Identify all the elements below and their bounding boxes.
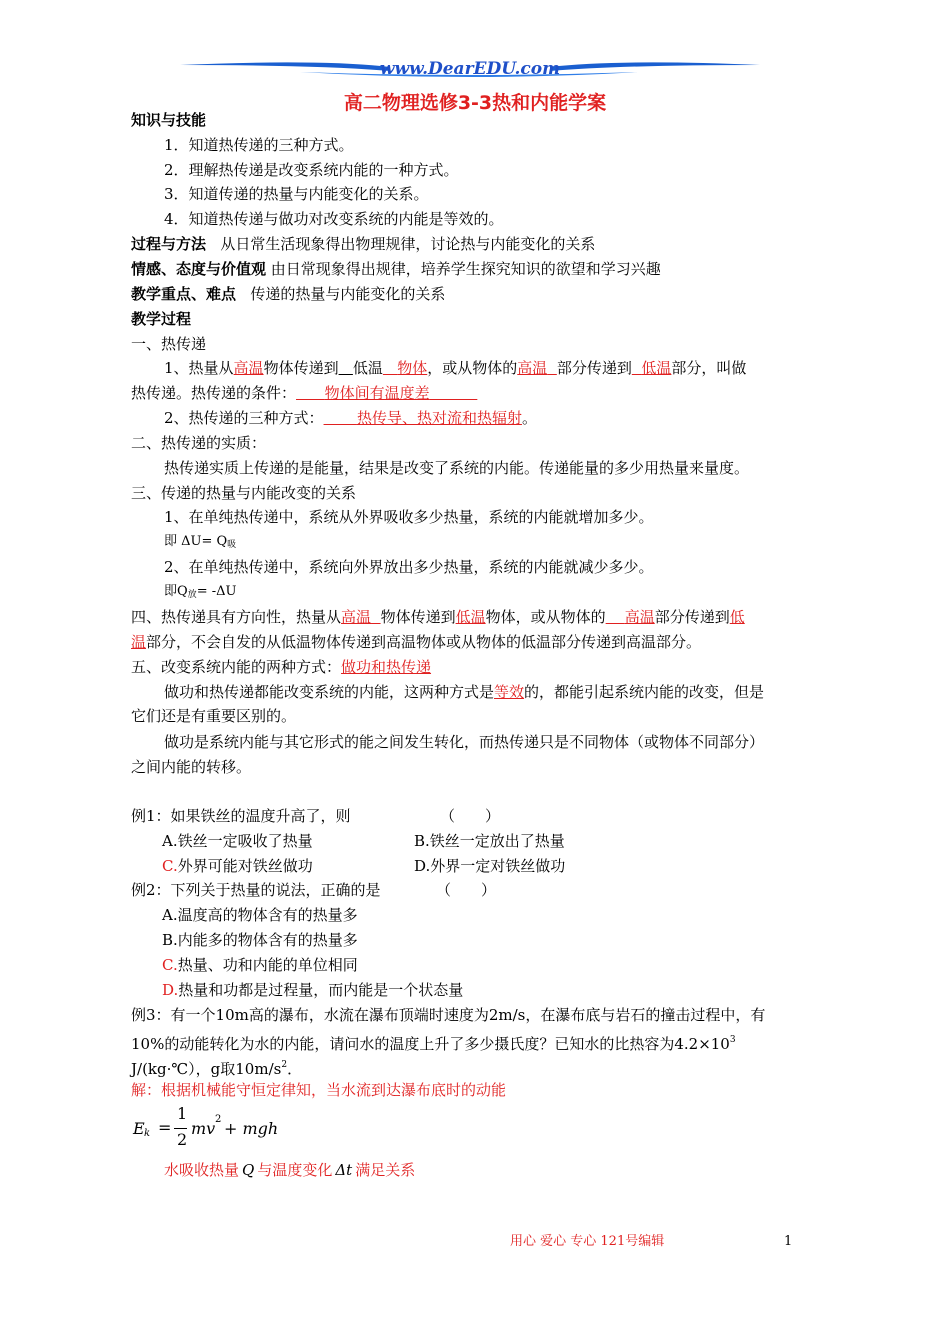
eq-equals: = [158,1118,172,1137]
eq-symbol: Q [242,1161,255,1179]
subscript: 放 [187,590,197,600]
eq-superscript: 2 [215,1114,222,1125]
text-span: 的，都能引起系统内能的改变，但是 [524,683,765,701]
section4-line2 [131,632,701,652]
answer-blank: 低 [729,608,745,626]
answer-letter: C. [162,956,178,974]
text-span: 部分传递到 [654,608,730,626]
knowledge-heading: 知识与技能 [131,111,207,129]
answer-blank: 高温 [624,608,655,626]
attitude-text: 由日常现象得出规律，培养学生探究知识的欲望和学习兴趣 [270,260,661,278]
text-span: J/(kg·℃），g取10m/s [131,1060,282,1078]
example2-paren: （ ） [436,881,497,899]
example2-option-b: B.内能多的物体含有的热量多 [162,931,358,949]
example1-paren: （ ） [440,807,501,825]
section3-line2: 2、在单纯热传递中，系统向外界放出多少热量，系统的内能就减少多少。 [164,558,654,576]
subscript: 吸 [227,540,237,550]
answer-blank: 热传导、热对流和热辐射 [356,409,522,427]
knowledge-item: 3．知道传递的热量与内能变化的关系。 [164,185,429,203]
formula-release [164,582,236,605]
text-span: 热量、功和内能的单位相同 [177,956,358,974]
section5-heading [131,657,431,677]
text-span: 热传递。热传递的条件： [131,384,297,402]
page-number: 1 [784,1234,793,1249]
process-heading: 过程与方法 [131,235,207,253]
section5-p2-line2: 之间内能的转移。 [131,758,252,776]
process-line [131,234,595,254]
section2-heading: 二、热传递的实质： [131,434,267,452]
section4-line1 [131,607,745,627]
page-title: 高二物理选修3-3热和内能学案 [343,92,607,114]
answer-blank: 做功和热传递 [341,658,432,676]
example3-line1: 例3：有一个10m高的瀑布，水流在瀑布顶端时速度为2m/s，在瀑布底与岩石的撞击过程中，有 [131,1006,766,1024]
fraction-bar [174,1128,187,1129]
example2-question: 例2：下列关于热量的说法，正确的是 [131,881,381,899]
solution-line2 [164,1160,415,1180]
eq-numerator: 1 [177,1104,188,1123]
text-span: 四、热传递具有方向性，热量从 [131,608,342,626]
answer-letter: C. [162,857,178,875]
eq-subscript: k [144,1128,151,1139]
text-span: 。 [521,409,537,427]
superscript: 3 [729,1035,736,1045]
superscript: 2 [281,1060,288,1070]
section5-p1-line2: 它们还是有重要区别的。 [131,707,297,725]
formula-absorb [164,532,236,555]
knowledge-item: 2．理解热传递是改变系统内能的一种方式。 [164,161,459,179]
section1-line1 [164,358,746,378]
answer-blank: 低温 [641,359,672,377]
header-banner [170,56,770,82]
example3-line2 [131,1030,736,1054]
eq-symbol: Δt [335,1161,353,1179]
attitude-line [131,259,661,279]
knowledge-item: 4．知道热传递与做功对改变系统的内能是等效的。 [164,210,504,228]
kinetic-energy-equation [131,1104,291,1154]
example1-option-c [162,856,313,876]
section5-p2-line1: 做功是系统内能与其它形式的能之间发生转化，而热传递只是不同物体（或物体不同部分） [164,733,765,751]
key-text: 传递的热量与内能变化的关系 [250,285,446,303]
answer-blank: 等效 [494,683,525,701]
text-span: 五、改变系统内能的两种方式： [131,658,342,676]
answer-blank: 低温 [455,608,486,626]
footer-slogan: 用心 爱心 专心 121号编辑 [510,1234,665,1249]
section3-heading: 三、传递的热量与内能改变的关系 [131,484,357,502]
example2-option-d [162,980,463,1000]
text-span: ，或从物体的 [427,359,518,377]
answer-blank: 物体间有温度差 [324,384,430,402]
eq-term: + mgh [224,1119,279,1138]
answer-blank: 高温 [233,359,264,377]
knowledge-item: 1．知道热传递的三种方式。 [164,136,354,154]
answer-blank: 高温 [341,608,372,626]
example3-line3 [131,1055,302,1079]
text-span: 即Q [164,584,188,599]
example1-question [131,806,351,826]
text-span: 水吸收热量 [164,1161,240,1179]
answer-letter: D. [162,981,179,999]
site-logo-text: www.DearEDU.com [379,59,561,79]
text-span: = -ΔU [196,584,237,599]
example1-option-d: D.外界一定对铁丝做功 [414,857,566,875]
text-span: 低温 [352,359,383,377]
text-span: 10%的动能转化为水的内能，请问水的温度上升了多少摄氏度？已知水的比热容为4.2×10 [131,1035,730,1053]
section1-line2 [131,383,477,403]
eq-denominator: 2 [177,1130,188,1149]
process-text: 从日常生活现象得出物理规律，讨论热与内能变化的关系 [220,235,596,253]
text-span: 部分，不会自发的从低温物体传递到高温物体或从物体的低温部分传递到高温部分。 [146,633,702,651]
text-span: 2、热传递的三种方式： [164,409,324,427]
section2-text: 热传递实质上传递的是能量，结果是改变了系统的内能。传递能量的多少用热量来量度。 [164,459,750,477]
text-span: 例1：如果铁丝的温度升高了，则 [131,807,351,825]
text-span: 做功和热传递都能改变系统的内能，这两种方式是 [164,683,495,701]
answer-blank: 物体 [397,359,428,377]
text-span: 物体传递到 [263,359,339,377]
eq-symbol: E [133,1119,145,1138]
text-span: 1、热量从 [164,359,234,377]
text-span: 即 ΔU= Q [164,534,228,549]
section1-line3 [164,408,537,428]
section3-line1: 1、在单纯热传递中，系统从外界吸收多少热量，系统的内能就增加多少。 [164,508,654,526]
answer-blank: 高温 [517,359,548,377]
text-span: 物体，或从物体的 [485,608,606,626]
example1-option-b: B.铁丝一定放出了热量 [414,832,565,850]
text-span: 热量和功都是过程量，而内能是一个状态量 [178,981,464,999]
solution-line: 解：根据机械能守恒定律知，当水流到达瀑布底时的动能 [131,1081,507,1099]
text-span: 外界可能对铁丝做功 [177,857,313,875]
example2-option-c [162,955,358,975]
key-heading: 教学重点、难点 [131,285,237,303]
example1-option-a: A.铁丝一定吸收了热量 [162,832,313,850]
answer-blank: 温 [131,633,147,651]
attitude-heading: 情感、态度与价值观 [131,260,267,278]
text-span: 物体传递到 [380,608,456,626]
text-span: 部分传递到 [556,359,632,377]
section5-p1-line1 [164,682,764,702]
section1-heading: 一、热传递 [131,335,207,353]
text-span: 部分，叫做 [671,359,747,377]
text-span: 与温度变化 [257,1161,333,1179]
text-span: ． [287,1060,303,1078]
key-line [131,284,445,304]
eq-term: mv [191,1119,216,1138]
example2-option-a: A.温度高的物体含有的热量多 [162,906,358,924]
text-span: 满足关系 [355,1161,416,1179]
procedure-heading: 教学过程 [131,310,192,328]
